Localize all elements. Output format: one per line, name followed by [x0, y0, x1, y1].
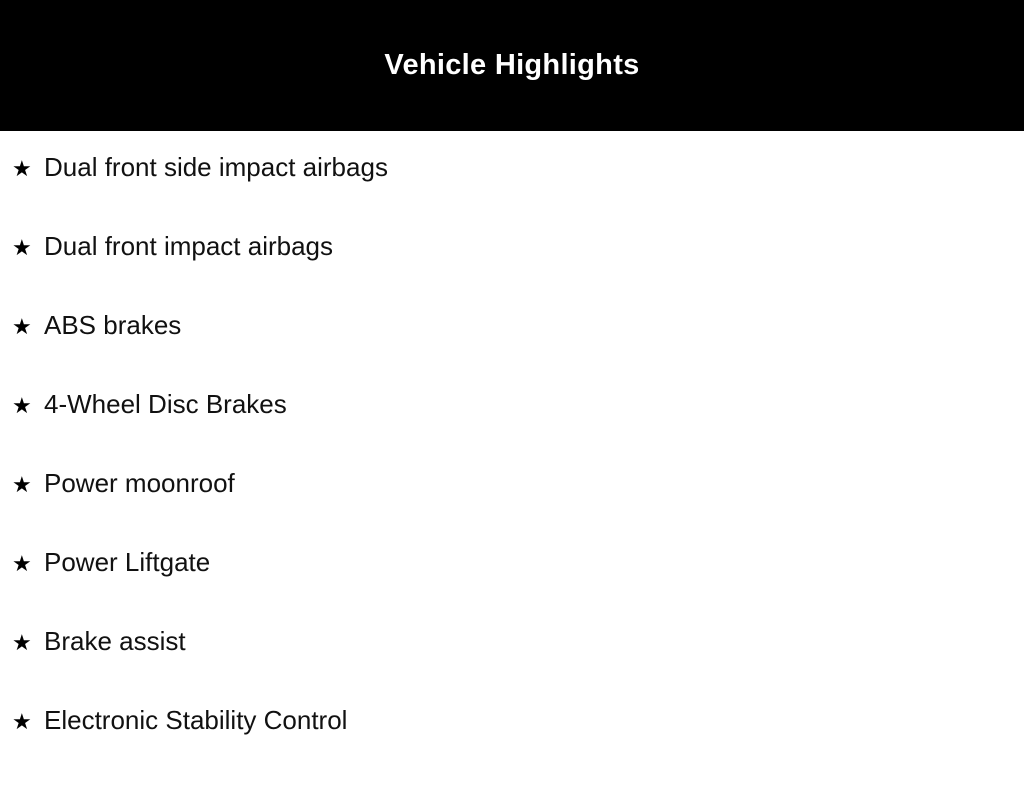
list-item-label: 4-Wheel Disc Brakes	[44, 389, 287, 419]
list-item-label: Dual front side impact airbags	[44, 152, 388, 182]
list-item	[0, 232, 1024, 311]
page-title: Vehicle Highlights	[384, 49, 640, 81]
list-item	[0, 311, 1024, 390]
list-item	[0, 469, 1024, 548]
list-item-label: ABS brakes	[44, 310, 182, 340]
list-item	[0, 153, 1024, 232]
star-bullet-icon: ★	[12, 393, 32, 418]
list-item-label: Power moonroof	[44, 468, 235, 498]
star-bullet-icon: ★	[12, 709, 32, 734]
page-header	[0, 0, 1024, 131]
list-item-label: Power Liftgate	[44, 547, 211, 577]
star-bullet-icon: ★	[12, 630, 32, 655]
star-bullet-icon: ★	[12, 472, 32, 497]
list-item-label: Electronic Stability Control	[44, 705, 348, 735]
list-item-label: Brake assist	[44, 626, 186, 656]
list-item	[0, 390, 1024, 469]
star-bullet-icon: ★	[12, 156, 32, 181]
star-bullet-icon: ★	[12, 551, 32, 576]
list-item	[0, 548, 1024, 627]
list-item	[0, 627, 1024, 706]
vehicle-highlights-list	[0, 131, 1024, 785]
list-item	[0, 706, 1024, 785]
star-bullet-icon: ★	[12, 235, 32, 260]
list-item-label: Dual front impact airbags	[44, 231, 334, 261]
star-bullet-icon: ★	[12, 314, 32, 339]
